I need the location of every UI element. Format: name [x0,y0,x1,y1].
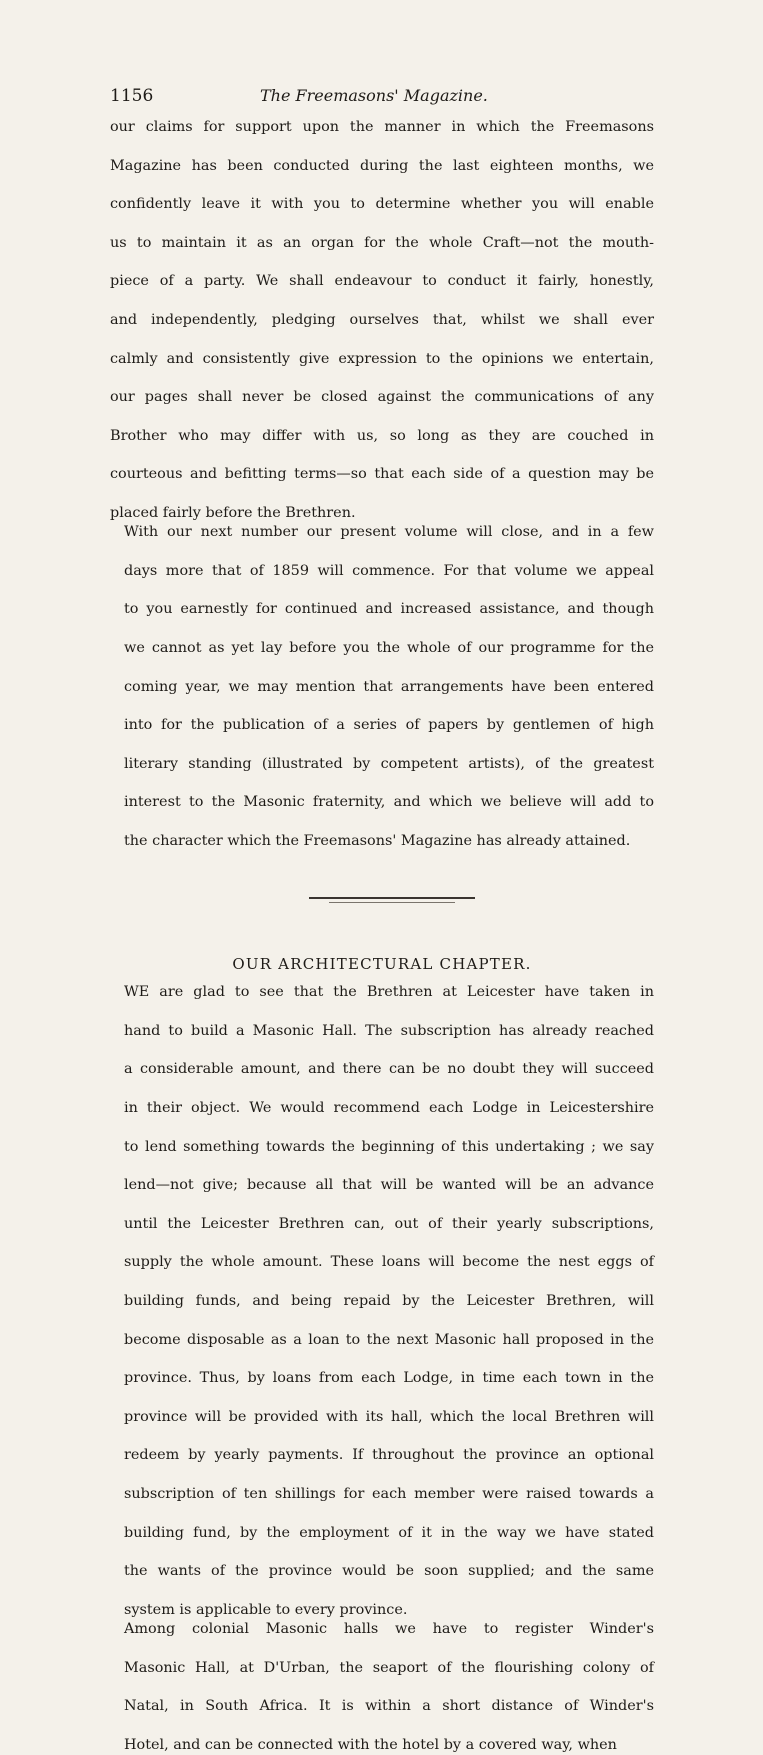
text-line: building funds, and being repaid by the Leicester Brethren, will [124,1293,654,1310]
section-paragraph-1 [110,983,654,1620]
text-line: us to maintain it as an organ for the whole Craft—not the mouth- [110,234,654,251]
intro-paragraph-2 [110,523,654,851]
section-paragraph-2 [110,1620,654,1755]
text-line: our claims for support upon the manner in which the Freemasons [110,119,654,135]
text-line: Brother who may differ with us, so long as they are couched in [110,427,654,444]
magazine-page [110,86,654,1755]
text-line: subscription of ten shillings for each member were raised towards a [124,1486,654,1502]
text-line: to you earnestly for continued and increased assistance, and though [124,601,654,618]
text-line: into for the publication of a series of papers by gentlemen of high [124,717,654,734]
text-line: until the Leicester Brethren can, out of their yearly subscriptions, [124,1215,654,1232]
text-line: to lend something towards the beginning of this undertaking ; we say [124,1138,654,1155]
text-line: WE are glad to see that the Brethren at Leicester have taken in [124,984,654,1001]
text-line: a considerable amount, and there can be no doubt they will succeed [124,1061,654,1078]
text-line: Masonic Hall, at D'Urban, the seaport of the flourishing colony of [124,1659,654,1676]
text-line: Magazine has been conducted during the last eighteen months, we [110,157,654,174]
text-line: province will be provided with its hall, which the local Brethren will [124,1408,654,1425]
intro-paragraph-1 [110,118,654,523]
text-line: in their object. We would recommend each Lodge in Leicestershire [124,1100,654,1117]
text-line: With our next number our present volume will close, and in a few [124,524,654,541]
text-line: Among colonial Masonic halls we have to register Winder's [124,1621,654,1638]
text-line: Natal, in South Africa. It is within a short distance of Winder's [124,1698,654,1715]
text-line: province. Thus, by loans from each Lodge, in time each town in the [124,1370,654,1387]
section-divider [309,897,475,899]
text-line: confidently leave it with you to determine whether you will enable [110,196,654,213]
text-line: and independently, pledging ourselves that, whilst we shall ever [110,311,654,328]
text-line: the wants of the province would be soon supplied; and the same [124,1563,654,1580]
page-header [110,86,654,106]
text-line: courteous and befitting terms—so that each side of a question may be [110,466,654,483]
text-line: system is applicable to every province. [124,1601,408,1618]
text-line: the character which the Freemasons' Magazine has already attained. [124,832,631,849]
text-line: hand to build a Masonic Hall. The subscription has already reached [124,1022,654,1039]
text-line: days more that of 1859 will commence. For that volume we appeal [124,562,654,579]
text-line: calmly and consistently give expression to the opinions we entertain, [110,350,654,367]
section-heading: OUR ARCHITECTURAL CHAPTER. [232,955,532,974]
text-line: building fund, by the employment of it in the way we have stated [124,1524,654,1541]
text-line: lend—not give; because all that will be wanted will be an advance [124,1177,654,1194]
text-line: placed fairly before the Brethren. [110,504,356,521]
text-line: our pages shall never be closed against the communications of any [110,389,654,406]
text-line: Hotel, and can be connected with the hotel by a covered way, when [124,1736,617,1753]
text-line: coming year, we may mention that arrangements have been entered [124,678,654,695]
text-line: supply the whole amount. These loans will become the nest eggs of [124,1254,654,1271]
text-line: become disposable as a loan to the next Masonic hall proposed in the [124,1331,654,1348]
text-line: we cannot as yet lay before you the whole of our programme for the [124,640,654,657]
text-line: literary standing (illustrated by competent artists), of the greatest [124,755,654,772]
text-line: piece of a party. We shall endeavour to conduct it fairly, honestly, [110,273,654,290]
text-line: interest to the Masonic fraternity, and which we believe will add to [124,794,654,811]
text-line: redeem by yearly payments. If throughout the province an optional [124,1447,654,1464]
running-title: The Freemasons' Magazine. [260,86,488,105]
page-number: 1156 [110,86,154,106]
